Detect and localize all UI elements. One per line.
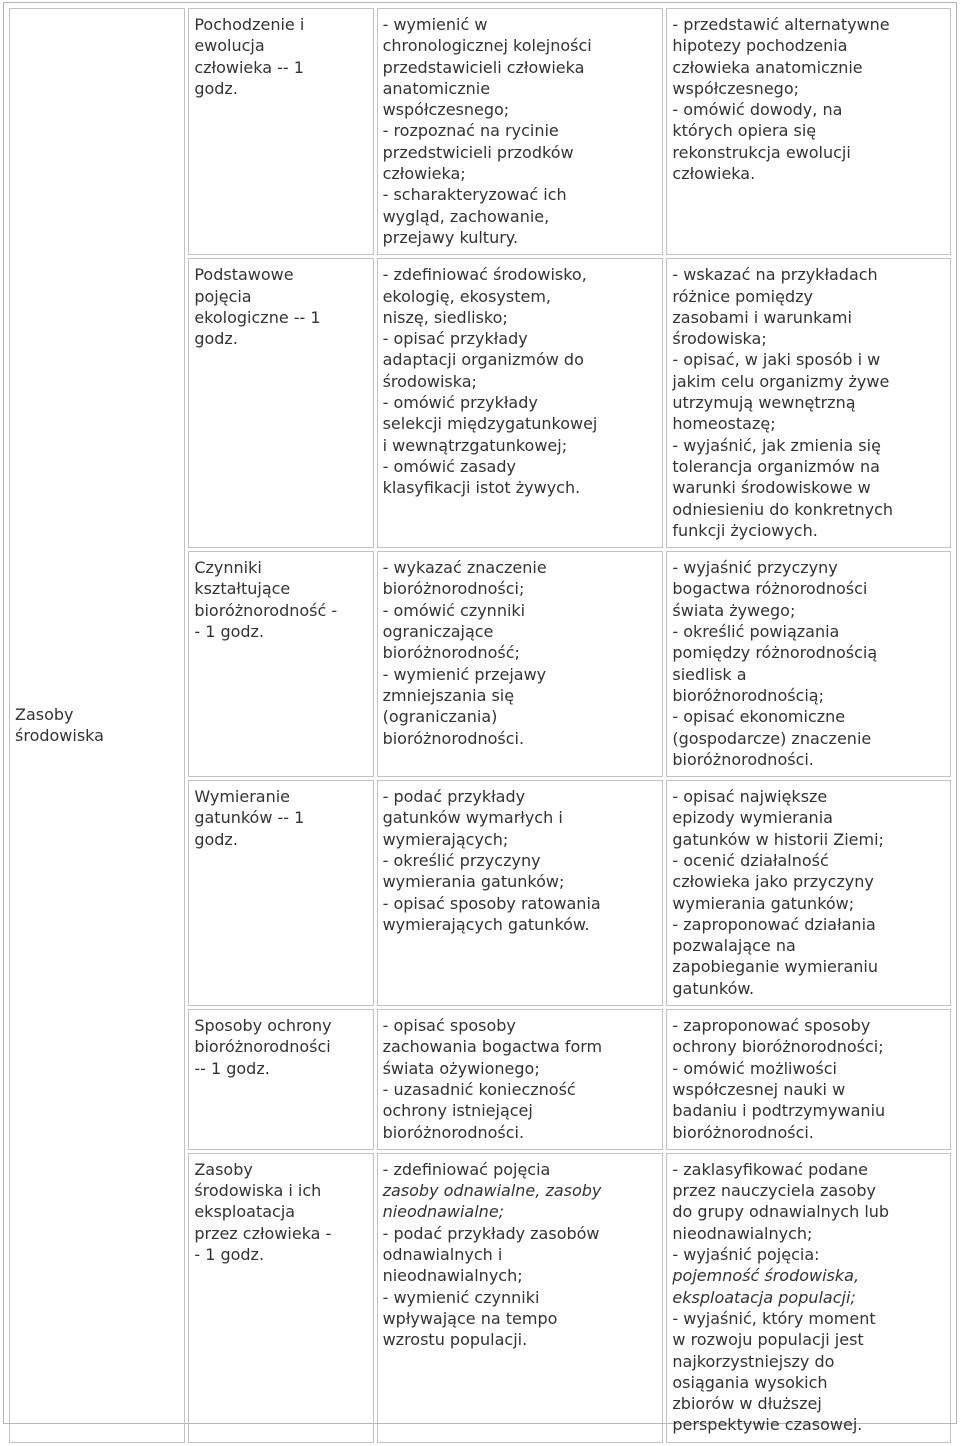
requirement-line: - określić przyczyny (382, 850, 541, 870)
requirement-line: wymierających gatunków. (382, 914, 590, 934)
basic-requirements-cell (377, 1009, 664, 1150)
requirement-line: - zaproponować działania (672, 914, 876, 934)
requirement-line: bioróżnorodności; (382, 579, 525, 599)
requirement-line: anatomicznie (382, 78, 491, 98)
requirement-line: - uzasadnić konieczność (382, 1079, 576, 1099)
requirement-line: epizody wymierania (672, 808, 833, 828)
topic-cell (188, 258, 373, 548)
requirement-line: współczesnego; (382, 100, 510, 120)
requirement-line: rekonstrukcja ewolucji (672, 142, 851, 162)
requirement-line: bioróżnorodność; (382, 643, 520, 663)
requirement-line: - omówić przykłady (382, 393, 538, 413)
requirement-line: funkcji życiowych. (672, 520, 818, 540)
requirement-line: środowiska; (672, 329, 767, 349)
requirement-line: zbiorów w dłuższej (672, 1394, 822, 1414)
requirement-line: - wymienić w (382, 15, 488, 34)
requirement-line: współczesnego; (672, 78, 799, 98)
requirement-line: - omówić możliwości (672, 1058, 837, 1078)
requirement-line: - zaklasyfikować podane (672, 1159, 868, 1179)
requirement-line: wzrostu populacji. (382, 1330, 528, 1350)
extended-requirements-cell (666, 1153, 951, 1443)
basic-requirements-cell (377, 258, 664, 548)
requirement-line: pomiędzy różnorodnością (672, 643, 878, 663)
section-cell (9, 8, 185, 1443)
section-label-line: środowiska (15, 725, 104, 745)
requirement-line: i wewnątrzgatunkowej; (382, 435, 568, 455)
requirement-line: przedstwicieli przodków (382, 142, 574, 162)
requirement-line: świata ożywionego; (382, 1058, 540, 1078)
requirement-line: pozwalające na (672, 936, 796, 956)
topic-line: Sposoby ochrony (194, 1016, 332, 1036)
requirement-line: - opisać sposoby (382, 1016, 516, 1036)
requirement-line: odnawialnych i (382, 1245, 503, 1265)
basic-requirements-cell (377, 780, 664, 1006)
topic-line: Wymieranie (194, 787, 291, 807)
topic-line: eksploatacja (194, 1202, 296, 1222)
requirement-line-italic (672, 1287, 945, 1308)
topic-line: bioróżnorodności (194, 1037, 331, 1057)
requirement-line: których opiera się (672, 121, 817, 141)
requirement-line: adaptacji organizmów do (382, 350, 584, 370)
requirement-line: - omówić zasady (382, 456, 516, 476)
topic-line: środowiska i ich (194, 1181, 322, 1201)
curriculum-table (6, 5, 954, 1446)
topic-cell (188, 780, 373, 1006)
requirement-line: - określić powiązania (672, 622, 840, 642)
basic-requirements-cell (377, 1153, 664, 1443)
extended-requirements-cell (666, 780, 951, 1006)
requirement-line: - opisać ekonomiczne (672, 707, 846, 727)
topic-line: przez człowieka - (194, 1223, 332, 1243)
requirement-line: - opisać przykłady (382, 329, 528, 349)
topic-line: gatunków -- 1 (194, 808, 305, 828)
requirement-line: bioróżnorodności. (382, 1122, 525, 1142)
requirement-line: warunki środowiskowe w (672, 478, 871, 498)
requirement-line: zmniejszania się (382, 685, 515, 705)
requirement-line: przedstawicieli człowieka (382, 57, 585, 77)
requirement-line: współczesnej nauki w (672, 1079, 846, 1099)
topic-line: bioróżnorodność - (194, 600, 338, 620)
requirement-line: wymierania gatunków; (672, 893, 855, 913)
basic-requirements-cell (377, 8, 664, 255)
requirement-line: bioróżnorodności. (672, 749, 814, 769)
requirement-line: w rozwoju populacji jest (672, 1330, 864, 1350)
requirement-line: osiągania wysokich (672, 1372, 828, 1392)
requirement-line: zapobieganie wymieraniu (672, 957, 878, 977)
requirement-line: różnice pomiędzy (672, 286, 813, 306)
requirement-line: - ocenić działalność (672, 850, 829, 870)
requirement-line: - opisać sposoby ratowania (382, 893, 601, 913)
extended-requirements-cell (666, 8, 951, 255)
extended-requirements-cell (666, 258, 951, 548)
requirement-line: siedlisk a (672, 664, 747, 684)
table-row (9, 8, 951, 255)
topic-line: - 1 godz. (194, 622, 265, 642)
topic-line: godz. (194, 78, 238, 98)
requirement-line: badaniu i podtrzymywaniu (672, 1101, 886, 1121)
italic-term: zasoby odnawialne, zasoby (382, 1181, 602, 1201)
topic-line: -- 1 godz. (194, 1058, 270, 1078)
topic-line: - 1 godz. (194, 1245, 265, 1265)
requirement-line: bioróżnorodności. (382, 728, 525, 748)
requirement-line: wygląd, zachowanie, (382, 206, 550, 226)
requirement-line: klasyfikacji istot żywych. (382, 478, 581, 498)
requirement-line: środowiska; (382, 371, 477, 391)
requirement-line: - opisać największe (672, 787, 828, 807)
requirement-line: - zdefiniować pojęcia (382, 1159, 551, 1179)
requirement-line: zachowania bogactwa form (382, 1037, 603, 1057)
requirement-line: człowieka. (672, 164, 756, 184)
requirement-line-italic (383, 1180, 658, 1201)
requirement-line: - wymienić czynniki (382, 1287, 540, 1307)
topic-line: Pochodzenie i (194, 15, 305, 34)
requirement-line: ograniczające (382, 622, 494, 642)
requirement-line: najkorzystniejszy do (672, 1351, 835, 1371)
requirement-line: zasobami i warunkami (672, 307, 852, 327)
requirement-line: ochrony bioróżnorodności; (672, 1037, 884, 1057)
requirement-line: nieodnawialnych; (382, 1266, 523, 1286)
requirement-line: człowieka anatomicznie (672, 57, 863, 77)
requirement-line: - wyjaśnić, który moment (672, 1308, 876, 1328)
topic-line: Podstawowe (194, 265, 294, 285)
topic-line: Zasoby (194, 1159, 253, 1179)
topic-line: godz. (194, 829, 238, 849)
topic-line: ewolucja (194, 36, 265, 56)
requirement-line: - wskazać na przykładach (672, 265, 878, 285)
requirement-line: - wymienić przejawy (382, 664, 547, 684)
requirement-line: - wyjaśnić przyczyny (672, 558, 838, 578)
requirement-line: utrzymują wewnętrzną (672, 393, 856, 413)
requirement-line: - zaproponować sposoby (672, 1016, 871, 1036)
requirement-line: odniesieniu do konkretnych (672, 499, 894, 519)
topic-cell (188, 1009, 373, 1150)
section-label-line: Zasoby (15, 704, 74, 724)
topic-cell (188, 1153, 373, 1443)
requirement-line: bioróżnorodności. (672, 1122, 814, 1142)
requirement-line: (ograniczania) (382, 707, 498, 727)
requirement-line: - wykazać znaczenie (382, 558, 547, 578)
requirement-line: selekcji międzygatunkowej (382, 414, 598, 434)
requirement-line: bogactwa różnorodności (672, 579, 868, 599)
requirement-line: człowieka; (382, 164, 466, 184)
requirement-line: hipotezy pochodzenia (672, 36, 848, 56)
topic-line: Czynniki (194, 558, 262, 578)
requirement-line: wymierania gatunków; (382, 872, 565, 892)
extended-requirements-cell (666, 1009, 951, 1150)
requirement-line: do grupy odnawialnych lub (672, 1202, 890, 1222)
requirement-line: - wyjaśnić, jak zmienia się (672, 435, 881, 455)
requirement-line: wpływające na tempo (382, 1308, 558, 1328)
requirement-line: - zdefiniować środowisko, (382, 265, 587, 285)
requirement-line: gatunków wymarłych i (382, 808, 563, 828)
topic-line: godz. (194, 329, 238, 349)
requirement-line: gatunków w historii Ziemi; (672, 829, 884, 849)
italic-term: nieodnawialne; (382, 1202, 505, 1222)
extended-requirements-cell (666, 551, 951, 777)
italic-term: eksploatacja populacji; (672, 1287, 856, 1307)
italic-term: pojemność środowiska, (672, 1266, 860, 1286)
requirement-line: bioróżnorodnością; (672, 685, 824, 705)
requirement-line: - rozpoznać na rycinie (382, 121, 559, 141)
requirement-line: - przedstawić alternatywne (672, 15, 890, 34)
section-label (15, 704, 179, 747)
requirement-line: świata żywego; (672, 600, 796, 620)
requirement-line: nieodnawialnych; (672, 1223, 813, 1243)
basic-requirements-cell (377, 551, 664, 777)
requirement-line: homeostazę; (672, 414, 776, 434)
requirement-line: - podać przykłady (382, 787, 526, 807)
requirement-line: wymierających; (382, 829, 509, 849)
requirement-line: ochrony istniejącej (382, 1101, 533, 1121)
topic-cell (188, 8, 373, 255)
requirement-line: przez nauczyciela zasoby (672, 1181, 876, 1201)
requirement-line: człowieka jako przyczyny (672, 872, 874, 892)
topic-line: pojęcia (194, 286, 252, 306)
requirement-line: - opisać, w jaki sposób i w (672, 350, 881, 370)
requirement-line: - wyjaśnić pojęcia: (672, 1245, 820, 1265)
requirement-line: - omówić czynniki (382, 600, 526, 620)
requirement-line: (gospodarcze) znaczenie (672, 728, 872, 748)
requirement-line: niszę, siedlisko; (382, 307, 508, 327)
requirement-line: chronologicznej kolejności (382, 36, 592, 56)
requirement-line: gatunków. (672, 978, 755, 998)
requirement-line: - scharakteryzować ich (382, 185, 567, 205)
requirement-line: jakim celu organizmy żywe (672, 371, 890, 391)
topic-line: kształtujące (194, 579, 291, 599)
requirement-line: ekologię, ekosystem, (382, 286, 552, 306)
topic-line: ekologiczne -- 1 (194, 307, 321, 327)
requirement-line: - omówić dowody, na (672, 100, 843, 120)
topic-cell (188, 551, 373, 777)
requirement-line: - podać przykłady zasobów (382, 1223, 600, 1243)
requirement-line-italic (672, 1265, 945, 1286)
requirement-line: przejawy kultury. (382, 227, 519, 247)
requirement-line-italic (383, 1201, 658, 1222)
requirement-line: perspektywie czasowej. (672, 1415, 863, 1435)
topic-line: człowieka -- 1 (194, 57, 304, 77)
requirement-line: tolerancja organizmów na (672, 456, 880, 476)
